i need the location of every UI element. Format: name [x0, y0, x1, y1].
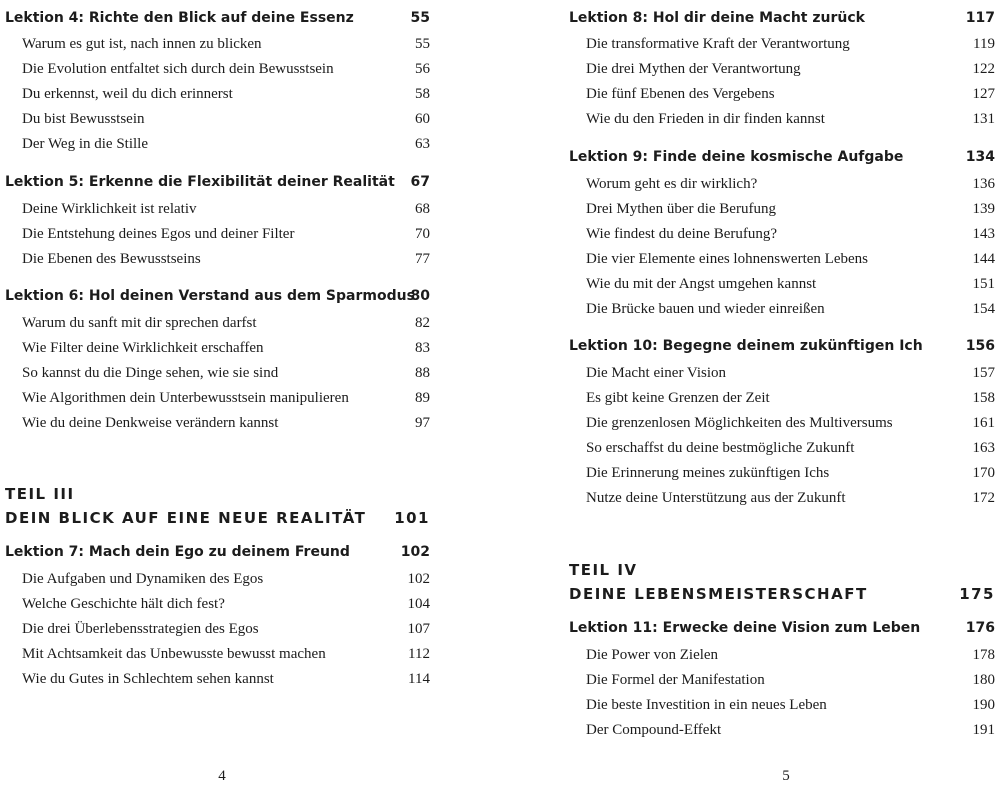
toc-lesson-5 — [5, 170, 430, 195]
toc-sections-lesson-11 — [586, 643, 995, 743]
toc-section — [586, 693, 995, 718]
section-page: 151 — [972, 276, 995, 292]
lesson-title: Lektion 7: Mach dein Ego zu deinem Freund — [5, 544, 350, 560]
toc-section — [22, 132, 430, 157]
toc-part-3 — [5, 483, 430, 531]
lesson-page: 55 — [410, 10, 430, 26]
section-title: So kannst du die Dinge sehen, wie sie sind — [22, 365, 279, 381]
toc-section — [586, 197, 995, 222]
toc-section — [586, 718, 995, 743]
lesson-page: 134 — [965, 149, 995, 165]
section-title: Die Ebenen des Bewusstseins — [22, 251, 201, 267]
toc-part-4 — [569, 559, 995, 607]
section-page: 114 — [408, 671, 430, 687]
part-page: 175 — [959, 585, 995, 603]
toc-section — [586, 386, 995, 411]
section-page: 82 — [415, 315, 430, 331]
toc-section — [22, 311, 430, 336]
section-page: 63 — [415, 136, 430, 152]
section-title: Drei Mythen über die Berufung — [586, 201, 776, 217]
section-page: 107 — [407, 621, 430, 637]
section-page: 131 — [972, 111, 995, 127]
section-page: 139 — [972, 201, 995, 217]
section-page: 158 — [972, 390, 995, 406]
lesson-page: 176 — [965, 620, 995, 636]
toc-lesson-11 — [569, 616, 995, 641]
section-page: 190 — [972, 697, 995, 713]
section-page: 97 — [415, 415, 430, 431]
section-title: Worum geht es dir wirklich? — [586, 176, 758, 192]
toc-sections-lesson-5 — [22, 197, 430, 272]
toc-section — [22, 197, 430, 222]
section-page: 144 — [972, 251, 995, 267]
page-number: 4 — [218, 768, 226, 784]
toc-section — [22, 386, 430, 411]
section-title: So erschaffst du deine bestmögliche Zukunft — [586, 440, 855, 456]
section-title: Die drei Überlebensstrategien des Egos — [22, 621, 259, 637]
part-title: DEINE LEBENSMEISTERSCHAFT — [569, 585, 868, 603]
page-number: 5 — [782, 768, 790, 784]
section-page: 122 — [972, 61, 995, 77]
toc-section — [22, 32, 430, 57]
toc-section — [586, 247, 995, 272]
toc-section — [22, 57, 430, 82]
section-page: 127 — [972, 86, 995, 102]
section-title: Der Compound-Effekt — [586, 722, 722, 738]
section-title: Warum es gut ist, nach innen zu blicken — [22, 36, 262, 52]
right-page — [500, 0, 1000, 800]
section-title: Die beste Investition in ein neues Leben — [586, 697, 827, 713]
toc-section — [22, 247, 430, 272]
section-title: Welche Geschichte hält dich fest? — [22, 596, 225, 612]
toc-lesson-6 — [5, 284, 430, 309]
section-page: 170 — [972, 465, 995, 481]
section-title: Die vier Elemente eines lohnenswerten Lebens — [586, 251, 868, 267]
toc-section — [586, 107, 995, 132]
section-title: Die transformative Kraft der Verantwortung — [586, 36, 850, 52]
toc-lesson-9 — [569, 145, 995, 170]
part-title: DEIN BLICK AUF EINE NEUE REALITÄT — [5, 509, 367, 527]
toc-sections-lesson-10 — [586, 361, 995, 511]
section-title: Die Formel der Manifestation — [586, 672, 765, 688]
section-page: 191 — [972, 722, 995, 738]
section-page: 70 — [415, 226, 430, 242]
section-page: 77 — [415, 251, 430, 267]
section-page: 60 — [415, 111, 430, 127]
toc-sections-lesson-9 — [586, 172, 995, 322]
section-page: 136 — [972, 176, 995, 192]
lesson-page: 67 — [410, 174, 430, 190]
section-title: Du erkennst, weil du dich erinnerst — [22, 86, 233, 102]
toc-section — [586, 461, 995, 486]
section-page: 83 — [415, 340, 430, 356]
section-page: 119 — [973, 36, 995, 52]
section-title: Die Brücke bauen und wieder einreißen — [586, 301, 825, 317]
toc-section — [586, 82, 995, 107]
section-page: 55 — [415, 36, 430, 52]
lesson-page: 156 — [965, 338, 995, 354]
section-title: Es gibt keine Grenzen der Zeit — [586, 390, 770, 406]
toc-section — [22, 82, 430, 107]
section-page: 163 — [972, 440, 995, 456]
section-title: Wie Algorithmen dein Unterbewusstsein manipulieren — [22, 390, 349, 406]
toc-section — [586, 172, 995, 197]
section-page: 143 — [972, 226, 995, 242]
toc-sections-lesson-6 — [22, 311, 430, 436]
section-title: Mit Achtsamkeit das Unbewusste bewusst machen — [22, 646, 326, 662]
toc-section — [586, 436, 995, 461]
section-title: Die grenzenlosen Möglichkeiten des Multiversums — [586, 415, 893, 431]
section-title: Wie du deine Denkweise verändern kannst — [22, 415, 279, 431]
section-title: Die Erinnerung meines zukünftigen Ichs — [586, 465, 830, 481]
toc-section — [22, 107, 430, 132]
lesson-title: Lektion 5: Erkenne die Flexibilität deiner Realität — [5, 174, 395, 190]
section-title: Wie du den Frieden in dir finden kannst — [586, 111, 825, 127]
toc-section — [586, 361, 995, 386]
toc-sections-lesson-7 — [22, 567, 430, 692]
section-page: 154 — [972, 301, 995, 317]
section-page: 112 — [408, 646, 430, 662]
lesson-title: Lektion 9: Finde deine kosmische Aufgabe — [569, 149, 904, 165]
section-title: Die Aufgaben und Dynamiken des Egos — [22, 571, 264, 587]
toc-sections-lesson-8 — [586, 32, 995, 132]
section-title: Die fünf Ebenen des Vergebens — [586, 86, 775, 102]
section-page: 89 — [415, 390, 430, 406]
lesson-title: Lektion 6: Hol deinen Verstand aus dem Sparmodus — [5, 288, 415, 304]
section-page: 104 — [407, 596, 430, 612]
section-page: 180 — [972, 672, 995, 688]
toc-section — [586, 57, 995, 82]
toc-section — [586, 222, 995, 247]
toc-section — [22, 642, 430, 667]
section-page: 102 — [407, 571, 430, 587]
toc-section — [22, 667, 430, 692]
lesson-page: 80 — [410, 288, 430, 304]
section-page: 178 — [972, 647, 995, 663]
section-title: Warum du sanft mit dir sprechen darfst — [22, 315, 257, 331]
part-page: 101 — [394, 509, 430, 527]
section-page: 172 — [972, 490, 995, 506]
toc-section — [586, 32, 995, 57]
part-label: TEIL III — [5, 485, 75, 503]
toc-section — [586, 411, 995, 436]
section-title: Wie findest du deine Berufung? — [586, 226, 778, 242]
section-title: Der Weg in die Stille — [22, 136, 148, 152]
lesson-title: Lektion 8: Hol dir deine Macht zurück — [569, 10, 865, 26]
lesson-title: Lektion 11: Erwecke deine Vision zum Leben — [569, 620, 921, 636]
toc-section — [586, 486, 995, 511]
toc-sections-lesson-4 — [22, 32, 430, 157]
section-title: Du bist Bewusstsein — [22, 111, 145, 127]
toc-section — [586, 297, 995, 322]
toc-section — [586, 643, 995, 668]
toc-section — [22, 592, 430, 617]
toc-section — [586, 668, 995, 693]
toc-lesson-8 — [569, 6, 995, 31]
section-title: Wie du Gutes in Schlechtem sehen kannst — [22, 671, 274, 687]
section-title: Die Entstehung deines Egos und deiner Filter — [22, 226, 295, 242]
part-label: TEIL IV — [569, 561, 638, 579]
toc-lesson-4 — [5, 6, 430, 31]
section-title: Die Macht einer Vision — [586, 365, 727, 381]
lesson-page: 102 — [400, 544, 430, 560]
section-title: Deine Wirklichkeit ist relativ — [22, 201, 197, 217]
section-title: Wie Filter deine Wirklichkeit erschaffen — [22, 340, 264, 356]
section-title: Die Power von Zielen — [586, 647, 719, 663]
section-title: Die drei Mythen der Verantwortung — [586, 61, 801, 77]
section-page: 58 — [415, 86, 430, 102]
lesson-title: Lektion 10: Begegne deinem zukünftigen Ich — [569, 338, 923, 354]
section-title: Wie du mit der Angst umgehen kannst — [586, 276, 817, 292]
toc-section — [22, 222, 430, 247]
toc-section — [22, 617, 430, 642]
section-page: 68 — [415, 201, 430, 217]
section-page: 88 — [415, 365, 430, 381]
toc-section — [22, 336, 430, 361]
toc-lesson-7 — [5, 540, 430, 565]
lesson-page: 117 — [965, 10, 995, 26]
lesson-title: Lektion 4: Richte den Blick auf deine Essenz — [5, 10, 354, 26]
section-page: 56 — [415, 61, 430, 77]
section-title: Die Evolution entfaltet sich durch dein Bewusstsein — [22, 61, 334, 77]
section-page: 161 — [972, 415, 995, 431]
toc-lesson-10 — [569, 334, 995, 359]
toc-section — [22, 567, 430, 592]
toc-section — [586, 272, 995, 297]
toc-section — [22, 361, 430, 386]
section-title: Nutze deine Unterstützung aus der Zukunft — [586, 490, 846, 506]
section-page: 157 — [972, 365, 995, 381]
toc-section — [22, 411, 430, 436]
